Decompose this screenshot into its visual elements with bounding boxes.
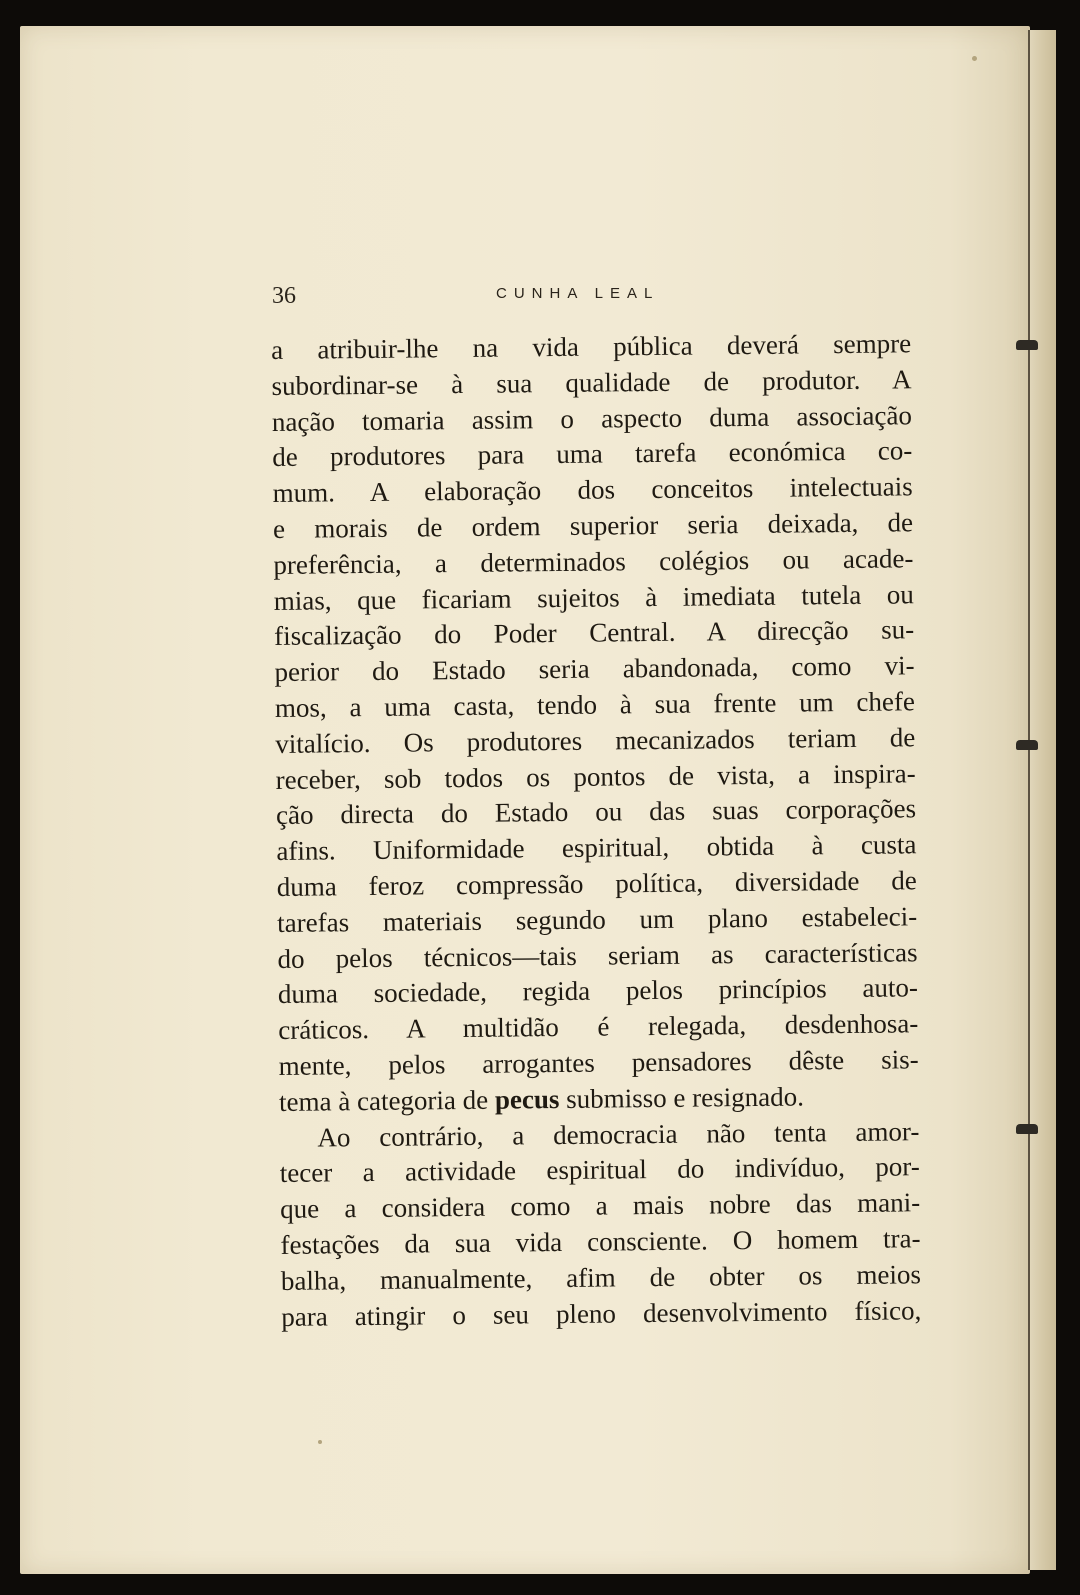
edge-mark [1016,1124,1038,1134]
text-line: mos, a uma casta, tendo à sua frente um chefe [274,686,916,723]
text-line: duma sociedade, regida pelos princípios auto- [277,972,919,1010]
paper-speck [318,1440,322,1444]
text-line: vitalício. Os produtores mecanizados teriam de [275,722,916,759]
page-edge [1028,30,1056,1570]
text-line: para atingir o seu pleno desenvolvimento físico, [281,1294,922,1332]
text-line: mias, que ficariam sujeitos à imediata tutela ou [273,578,914,616]
text-line: festações da sua vida consciente. O homem tra- [280,1223,921,1260]
text-line: duma feroz compressão política, diversidade de [276,865,917,902]
body-text [271,326,921,1335]
text-line: mente, pelos arrogantes pensadores dêste sis- [278,1044,919,1081]
text-line: tecer a actividade espiritual do indivíduo, por- [279,1151,920,1189]
text-line: Ao contrário, a democracia não tenta amor- [317,1115,920,1153]
text-line: mum. A elaboração dos conceitos intelectuais [272,471,913,509]
page-number: 36 [272,283,296,309]
edge-mark [1016,740,1038,750]
text-fragment: tema à categoria de [278,1084,496,1117]
text-line: de produtores para uma tarefa económica co- [272,435,913,473]
text-line: ção directa do Estado ou das suas corporações [275,793,917,831]
text-line: preferência, a determinados colégios ou acade- [273,543,914,580]
edge-mark [1016,340,1038,350]
text-line: tarefas materiais segundo um plano estabeleci- [277,901,918,938]
text-line: fiscalização do Poder Central. A direcção su- [274,614,915,652]
text-fragment: submisso e resignado. [559,1081,805,1114]
paper-speck [972,56,977,61]
text-line: afins. Uniformidade espiritual, obtida à custa [276,829,917,867]
page-header [272,283,912,317]
text-line: perior do Estado seria abandonada, como vi- [274,650,915,688]
text-line: cráticos. A multidão é relegada, desdenhosa- [278,1008,919,1046]
text-line: e morais de ordem superior seria deixada, de [272,507,914,544]
text-line: que a considera como a mais nobre das mani- [280,1187,921,1225]
text-line: nação tomaria assim o aspecto duma associação [271,399,913,437]
text-line: a atribuir-lhe na vida pública deverá sempre [271,328,912,365]
latin-term: pecus [494,1083,560,1115]
text-line: subordinar-se à sua qualidade de produtor. A [271,364,912,401]
text-line: balha, manualmente, afim de obter os meios [280,1258,922,1296]
running-head: CUNHA LEAL [496,285,660,302]
text-line: do pelos técnicos—tais seriam as características [277,936,918,974]
text-line: receber, sob todos os pontos de vista, a inspira- [275,757,916,795]
